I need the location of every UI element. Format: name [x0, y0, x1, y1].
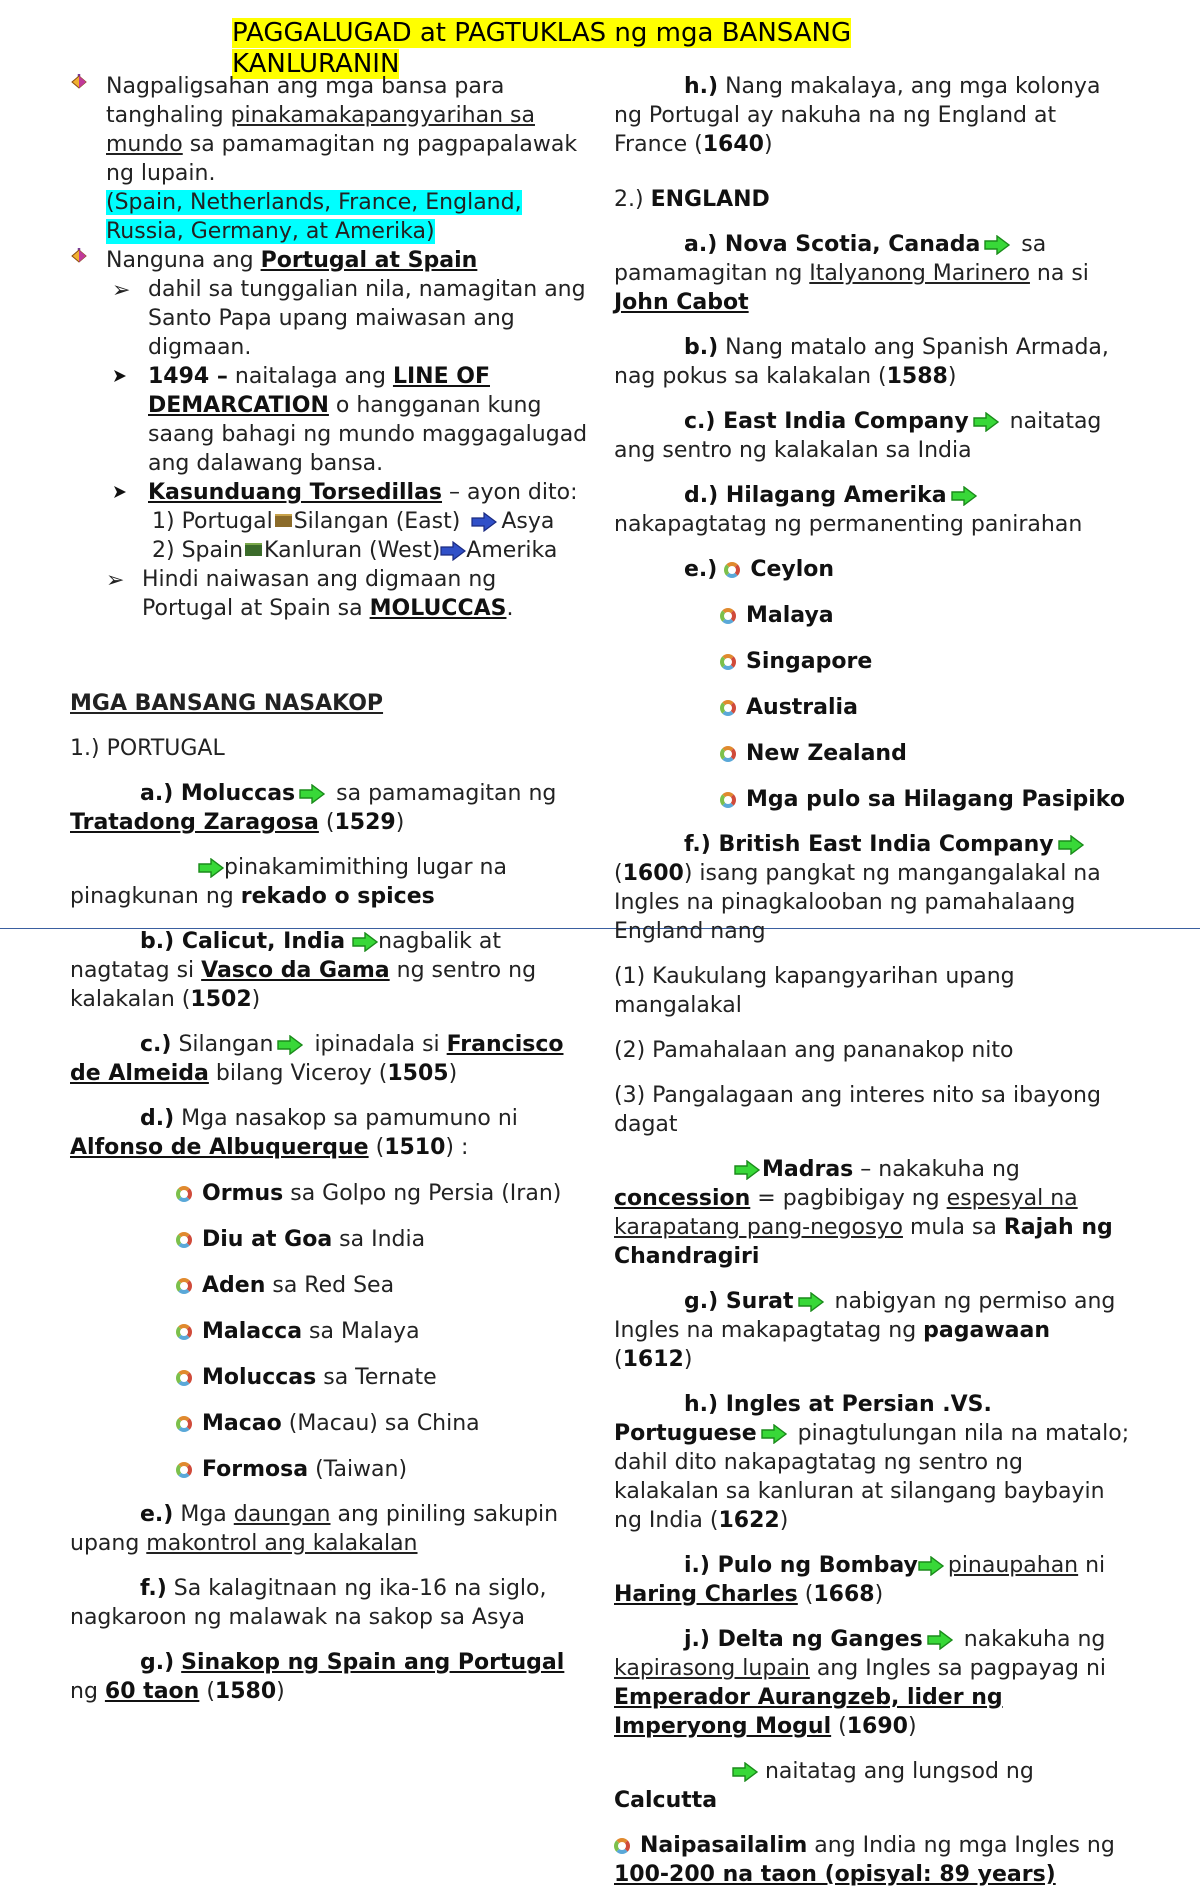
text: ): [947, 364, 957, 389]
bold-text: ENGLAND: [650, 187, 770, 212]
text: (: [368, 1135, 385, 1160]
item-a: [614, 230, 1134, 317]
text: ) :: [445, 1135, 469, 1160]
underlined-text: Haring Charles: [614, 1582, 798, 1607]
place-item: [684, 555, 1134, 584]
underlined-text: Vasco da Gama: [201, 958, 390, 983]
place-name: New Zealand: [746, 741, 907, 766]
section-heading: MGA BANSANG NASAKOP: [70, 691, 384, 716]
place-item: [684, 601, 1134, 630]
underlined-text: Francisco de Almeida: [70, 1032, 564, 1086]
item-f: [70, 1574, 590, 1632]
text: nakakuha ng: [956, 1627, 1106, 1652]
item-label: h.) Ingles at Persian .VS. Portuguese: [614, 1392, 992, 1446]
item-label: e.): [140, 1502, 174, 1527]
paragraph: [148, 362, 590, 478]
text: 2) Spain: [152, 538, 244, 563]
green-arrow-icon: [761, 1424, 787, 1444]
place-item: [176, 1363, 590, 1392]
paragraph: dahil sa tunggalian nila, namagitan ang Santo Papa upang maiwasan ang digmaan.: [148, 277, 586, 360]
sub-bullet: [70, 275, 590, 362]
item-label: j.) Delta ng Ganges: [684, 1627, 923, 1652]
item-a: [70, 779, 590, 837]
green-arrow-icon: [277, 1035, 303, 1055]
text: – ayon dito:: [442, 480, 578, 505]
underlined-text: Italyanong Marinero: [809, 261, 1030, 286]
item-label: g.): [140, 1650, 175, 1675]
conquered-places-list: [70, 1179, 590, 1484]
underlined-text: Tratadong Zaragosa: [70, 810, 319, 835]
arrow-bullet-icon: ➢: [106, 568, 125, 593]
underlined-text: pinaupahan: [947, 1553, 1079, 1578]
place-item: [176, 1271, 590, 1300]
item-b: [614, 333, 1134, 391]
place-name: Ormus: [202, 1181, 284, 1206]
country-heading: [70, 734, 590, 763]
bullet-item: [70, 246, 590, 275]
text: (: [614, 861, 623, 886]
chevron-bullet-icon: [112, 484, 128, 500]
text: Sa kalagitnaan ng ika-16 na siglo, nagkaroon ng malawak na sakop sa Asya: [70, 1576, 547, 1630]
ring-bullet-icon: [176, 1324, 192, 1340]
underlined-text: pinakamakapangyarihan sa mundo: [106, 103, 535, 157]
final-note: [614, 1831, 1134, 1889]
year: 1600: [622, 861, 684, 886]
ring-bullet-icon: [176, 1462, 192, 1478]
item-h: [614, 72, 1134, 159]
item-c: [614, 407, 1134, 465]
underlined-text: kapirasong lupain: [614, 1656, 810, 1681]
powers-list: [614, 962, 1134, 1139]
place-detail: sa Red Sea: [265, 1273, 395, 1298]
year: 1668: [813, 1582, 875, 1607]
underlined-text: John Cabot: [614, 290, 749, 315]
text: ang India ng mga Ingles ng: [807, 1833, 1115, 1858]
page-title: [232, 18, 888, 80]
england-places-list: [614, 555, 1134, 814]
text: ): [276, 1679, 285, 1704]
text: ): [251, 987, 261, 1012]
year: 1502: [190, 987, 252, 1012]
green-arrow-icon: [951, 486, 977, 506]
ring-bullet-icon: [720, 608, 736, 624]
green-arrow-icon: [798, 1292, 824, 1312]
paragraph: [106, 72, 590, 246]
item-label: e.): [684, 557, 718, 582]
underlined-text: concession: [614, 1186, 751, 1211]
text: Kanluran (West): [264, 538, 441, 563]
underlined-text: daungan: [233, 1502, 331, 1527]
place-item: [176, 1225, 590, 1254]
item-g: [614, 1287, 1134, 1374]
text: naitalaga ang: [227, 364, 393, 389]
text: nabigyan ng permiso ang Ingles na makapagtatag ng: [614, 1289, 1116, 1343]
text: (: [318, 810, 335, 835]
year: 1640: [702, 132, 764, 157]
place-detail: sa Ternate: [316, 1365, 437, 1390]
text: Mga nasakop sa pamumuno ni: [174, 1106, 518, 1131]
place-item: [684, 693, 1134, 722]
green-arrow-icon: [732, 1762, 758, 1782]
place-detail: (Taiwan): [308, 1457, 408, 1482]
year: 1588: [886, 364, 948, 389]
chevron-bullet-icon: [112, 368, 128, 384]
ring-bullet-icon: [176, 1370, 192, 1386]
underlined-text: 60 taon: [104, 1679, 200, 1704]
place-name: Mga pulo sa Hilagang Pasipiko: [746, 787, 1125, 812]
text: pinakamimithing lugar na pinagkunan ng: [70, 855, 507, 909]
bold-text: Calcutta: [614, 1788, 718, 1813]
item-label: g.) Surat: [684, 1289, 794, 1314]
highlighted-text: (Spain, Netherlands, France, England, Russia, Germany, at Amerika): [106, 190, 522, 244]
place-item: [176, 1317, 590, 1346]
text: 1.) PORTUGAL: [70, 736, 225, 761]
underlined-text: espesyal na karapatang pang-negosyo: [614, 1186, 1078, 1240]
text: Silangan: [171, 1032, 274, 1057]
left-column: [70, 72, 590, 1706]
text: Nang makalaya, ang mga kolonya ng Portugal ay nakuha na ng England at France (: [614, 74, 1101, 157]
text: (: [797, 1582, 814, 1607]
text: Nang matalo ang Spanish Armada, nag pokus sa kalakalan (: [614, 335, 1109, 389]
text: pinagtulungan nila na matalo; dahil dito nakapagtatag ng sentro ng kalakalan sa kanluran at silangang baybayin ng India (: [614, 1421, 1130, 1533]
blue-arrow-icon: [440, 541, 466, 561]
year: 1505: [387, 1061, 449, 1086]
green-arrow-icon: [927, 1630, 953, 1650]
text: ng sentro ng kalakalan (: [70, 958, 537, 1012]
place-item: [176, 1455, 590, 1484]
text: sa pamamagitan ng: [329, 781, 557, 806]
place-detail: sa Malaya: [302, 1319, 420, 1344]
year: 1529: [334, 810, 396, 835]
list-item: (1) Kaukulang kapangyarihan upang mangalakal: [614, 964, 1015, 1018]
item-d: [70, 1104, 590, 1162]
text: 1) Portugal: [152, 509, 273, 534]
bold-text: Naipasailalim: [640, 1833, 808, 1858]
item-label: c.): [140, 1032, 172, 1057]
ring-bullet-icon: [724, 562, 740, 578]
ring-bullet-icon: [176, 1416, 192, 1432]
underlined-text: LINE OF DEMARCATION: [148, 364, 490, 418]
item-f: [614, 830, 1134, 946]
text: mula sa: [902, 1215, 1004, 1240]
underlined-text: Emperador Aurangzeb, lider ng Imperyong Mogul: [614, 1685, 1003, 1739]
text: naitatag ang sentro ng kalakalan sa India: [614, 409, 1102, 463]
text: – nakakuha ng: [853, 1157, 1020, 1182]
item-j: [614, 1625, 1134, 1741]
text: (: [831, 1714, 847, 1739]
numbered-item: [70, 536, 590, 565]
green-arrow-icon: [1058, 835, 1084, 855]
text: (: [614, 1347, 623, 1372]
item-e: [70, 1500, 590, 1558]
madras-note: [614, 1155, 1134, 1271]
year: 1690: [846, 1714, 908, 1739]
underlined-text: 100-200 na taon (opisyal: 89 years): [614, 1862, 1056, 1887]
text: ng: [70, 1679, 105, 1704]
underlined-text: Sinakop ng Spain ang Portugal: [181, 1650, 565, 1675]
list-item: (3) Pangalagaan ang interes nito sa ibayong dagat: [614, 1083, 1101, 1137]
ring-bullet-icon: [720, 700, 736, 716]
text: Mga: [173, 1502, 234, 1527]
underlined-text: Alfonso de Albuquerque: [70, 1135, 369, 1160]
item-label: f.) British East India Company: [684, 832, 1054, 857]
place-name: Malaya: [746, 603, 834, 628]
place-detail: sa Golpo ng Persia (Iran): [283, 1181, 562, 1206]
item-b: [70, 927, 590, 1014]
paragraph: [148, 478, 590, 507]
green-arrow-icon: [198, 858, 224, 878]
text: 2.): [614, 187, 651, 212]
text: Nanguna ang: [106, 248, 261, 273]
underlined-text: Portugal at Spain: [260, 248, 478, 273]
bullet-item: [70, 72, 590, 246]
sub-bullet: [70, 478, 590, 507]
place-item: [684, 785, 1134, 814]
text: na si: [1029, 261, 1089, 286]
place-detail: sa India: [332, 1227, 426, 1252]
text: ): [683, 1347, 693, 1372]
item-label: c.) East India Company: [684, 409, 969, 434]
green-arrow-icon: [918, 1556, 944, 1576]
text: bilang Viceroy (: [208, 1061, 388, 1086]
item-d: [614, 481, 1134, 539]
text: ang Ingles sa pagpayag ni: [809, 1656, 1107, 1681]
underlined-text: makontrol ang kalakalan: [146, 1531, 418, 1556]
underlined-text: Kasunduang Torsedillas: [148, 480, 443, 505]
arrow-bullet-icon: ➢: [112, 278, 131, 303]
item-c: [70, 1030, 590, 1088]
text: nakapagtatag ng permanenting panirahan: [614, 512, 1083, 537]
place-detail: (Macau) sa China: [281, 1411, 480, 1436]
ring-bullet-icon: [614, 1838, 630, 1854]
text: Silangan (East): [293, 509, 468, 534]
text: ): [448, 1061, 458, 1086]
item-a-note: [70, 853, 590, 911]
bold-text: Madras: [762, 1157, 854, 1182]
place-name: Diu at Goa: [202, 1227, 333, 1252]
place-name: Malacca: [202, 1319, 303, 1344]
ring-bullet-icon: [176, 1186, 192, 1202]
swatch-icon: [275, 514, 292, 527]
year: 1612: [622, 1347, 684, 1372]
text: sa pamamagitan ng: [614, 232, 1047, 286]
ring-bullet-icon: [176, 1232, 192, 1248]
bold-text: Rajah ng Chandragiri: [614, 1215, 1113, 1269]
place-name: Ceylon: [750, 557, 835, 582]
ring-bullet-icon: [720, 746, 736, 762]
right-column: [614, 72, 1134, 1889]
bold-text: 1494 –: [148, 364, 228, 389]
year: 1622: [718, 1508, 780, 1533]
ring-bullet-icon: [720, 654, 736, 670]
text: ): [779, 1508, 789, 1533]
year: 1580: [214, 1679, 277, 1704]
item-label: b.): [684, 335, 719, 360]
text: ): [874, 1582, 884, 1607]
item-label: b.) Calicut, India: [140, 929, 346, 954]
text: ipinadala si: [307, 1032, 447, 1057]
paragraph: [106, 246, 590, 275]
pin-bullet-icon: [70, 247, 88, 265]
text: isang pangkat ng mangangalakal na Ingles na pinagkalooban ng pamahalaang England nang: [614, 861, 1101, 944]
place-name: Formosa: [202, 1457, 309, 1482]
place-item: [176, 1409, 590, 1438]
calcutta-note: [614, 1757, 1134, 1815]
text: ): [395, 810, 405, 835]
pin-bullet-icon: [70, 73, 88, 91]
item-label: a.) Moluccas: [140, 781, 296, 806]
swatch-icon: [245, 543, 262, 556]
place-name: Australia: [746, 695, 858, 720]
text: naitatag ang lungsod ng: [758, 1759, 1034, 1784]
sub-bullet: [70, 362, 590, 478]
item-i: [614, 1551, 1134, 1609]
bold-text: rekado o spices: [240, 884, 435, 909]
place-item: [684, 647, 1134, 676]
item-label: i.) Pulo ng Bombay: [684, 1553, 918, 1578]
text: = pagbibigay ng: [750, 1186, 947, 1211]
text: ang piniling sakupin upang: [70, 1502, 559, 1556]
ring-bullet-icon: [720, 792, 736, 808]
text: (: [199, 1679, 215, 1704]
text: ni: [1078, 1553, 1106, 1578]
green-arrow-icon: [734, 1160, 760, 1180]
numbered-item: [70, 507, 590, 536]
place-name: Moluccas: [202, 1365, 317, 1390]
text: ): [683, 861, 693, 886]
green-arrow-icon: [352, 932, 378, 952]
place-name: Macao: [202, 1411, 282, 1436]
country-heading: [614, 185, 1134, 214]
item-label: h.): [684, 74, 719, 99]
item-label: d.): [140, 1106, 175, 1131]
text: nagbalik at nagtatag si: [70, 929, 502, 983]
place-name: Aden: [202, 1273, 266, 1298]
item-label: a.) Nova Scotia, Canada: [684, 232, 981, 257]
place-item: [176, 1179, 590, 1208]
text: Nagpaligsahan ang mga bansa para tanghaling: [106, 74, 505, 128]
item-label: d.) Hilagang Amerika: [684, 483, 947, 508]
blue-arrow-icon: [471, 512, 497, 532]
underlined-text: MOLUCCAS: [369, 596, 507, 621]
text: Hindi naiwasan ang digmaan ng Portugal at Spain sa: [142, 567, 497, 621]
item-h2: [614, 1390, 1134, 1535]
text: ): [907, 1714, 917, 1739]
green-arrow-icon: [299, 784, 325, 804]
title-text: PAGGALUGAD at PAGTUKLAS ng mga BANSANG KANLURANIN: [232, 18, 852, 79]
text: Amerika: [466, 538, 558, 563]
list-item: (2) Pamahalaan ang pananakop nito: [614, 1038, 1014, 1063]
green-arrow-icon: [973, 412, 999, 432]
text: sa pamamagitan ng pagpapalawak ng lupain.: [106, 132, 578, 186]
text: o hangganan kung saang bahagi ng mundo maggagalugad ang dalawang bansa.: [148, 393, 588, 476]
text: .: [506, 596, 514, 621]
year: 1510: [384, 1135, 446, 1160]
place-name: Singapore: [746, 649, 873, 674]
item-g: [70, 1648, 590, 1706]
paragraph: [142, 565, 590, 623]
bold-text: pagawaan: [923, 1318, 1051, 1343]
text: Asya: [501, 509, 555, 534]
place-item: [684, 739, 1134, 768]
sub-bullet: [70, 565, 590, 623]
item-label: f.): [140, 1576, 167, 1601]
ring-bullet-icon: [176, 1278, 192, 1294]
text: ): [763, 132, 773, 157]
green-arrow-icon: [984, 235, 1010, 255]
